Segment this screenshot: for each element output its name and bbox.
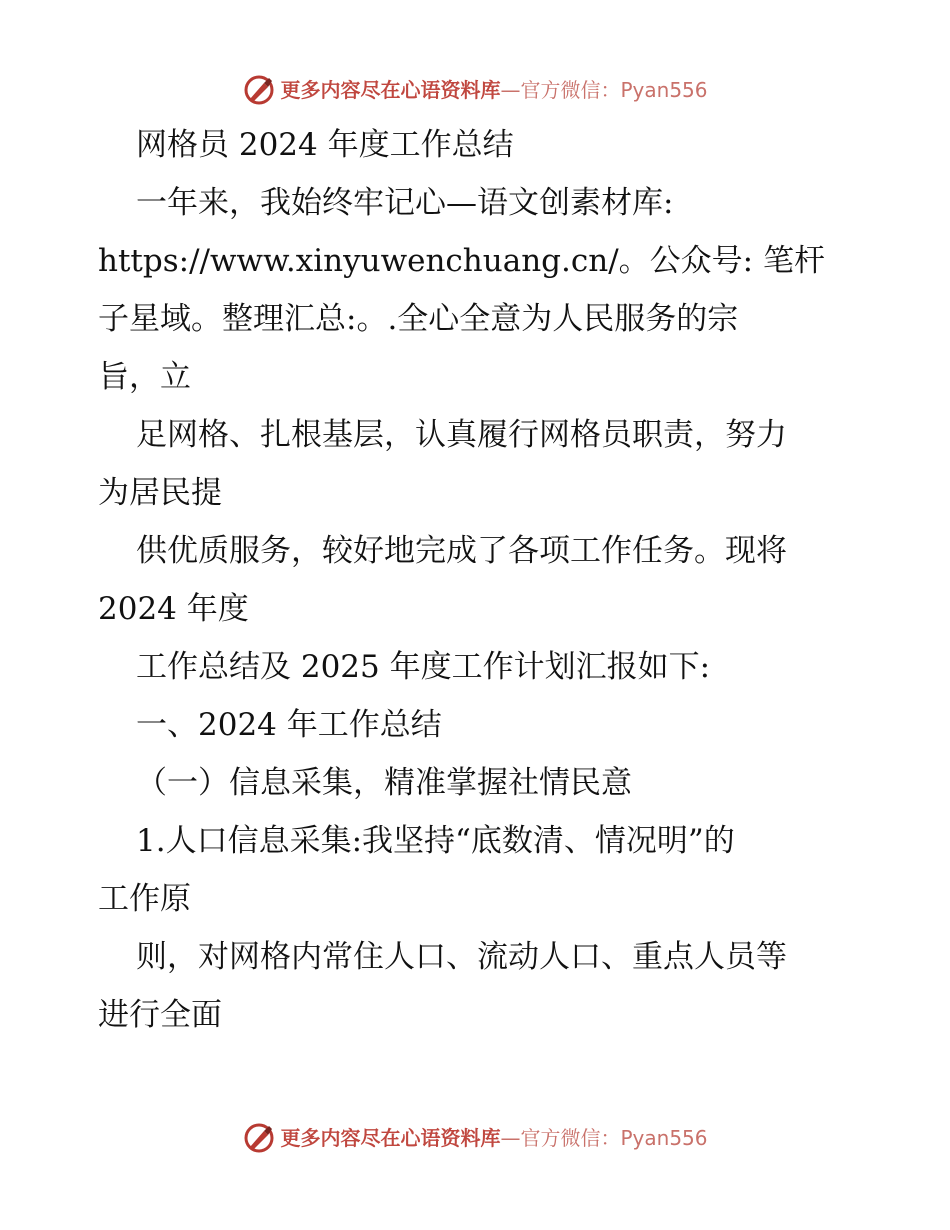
- document-title: 网格员 2024 年度工作总结: [136, 127, 514, 163]
- banner-account-label: 官方微信：: [520, 1126, 621, 1150]
- document-body: [98, 116, 858, 1044]
- paragraph-line: 旨，立: [98, 359, 191, 395]
- paragraph-line: 工作总结及 2025 年度工作计划汇报如下:: [136, 649, 711, 685]
- paragraph-line: https://www.xinyuwenchuang.cn/。公众号: 笔杆: [98, 243, 825, 279]
- paragraph-line: 1.人口信息采集:我坚持“底数清、情况明”的: [136, 823, 735, 859]
- footer-watermark-banner: [0, 1118, 950, 1158]
- banner-account-id: Pyan556: [620, 1126, 708, 1150]
- banner-account-id: Pyan556: [620, 78, 708, 102]
- subsection-heading: （一）信息采集，精准掌握社情民意: [136, 765, 632, 801]
- paragraph-line: 供优质服务，较好地完成了各项工作任务。现将: [136, 533, 787, 569]
- banner-separator: —: [500, 78, 521, 102]
- paragraph-line: 一年来，我始终牢记心—语文创素材库:: [136, 185, 674, 221]
- pen-logo-icon: [242, 1121, 276, 1155]
- banner-promo-text: 更多内容尽在心语资料库: [280, 78, 501, 102]
- paragraph-line: 为居民提: [98, 475, 222, 511]
- banner-text: [280, 1128, 707, 1148]
- paragraph-line: 子星域。整理汇总:。.全心全意为人民服务的宗: [98, 301, 739, 337]
- banner-account-label: 官方微信：: [520, 78, 621, 102]
- paragraph-line: 足网格、扎根基层，认真履行网格员职责，努力: [136, 417, 787, 453]
- paragraph-line: 工作原: [98, 881, 191, 917]
- paragraph-line: 则，对网格内常住人口、流动人口、重点人员等: [136, 939, 787, 975]
- banner-promo-text: 更多内容尽在心语资料库: [280, 1126, 501, 1150]
- banner-separator: —: [500, 1126, 521, 1150]
- paragraph-line: 2024 年度: [98, 591, 249, 627]
- banner-text: [280, 80, 707, 100]
- paragraph-line: 进行全面: [98, 997, 222, 1033]
- pen-logo-icon: [242, 73, 276, 107]
- section-heading: 一、2024 年工作总结: [136, 707, 442, 743]
- header-watermark-banner: [0, 70, 950, 110]
